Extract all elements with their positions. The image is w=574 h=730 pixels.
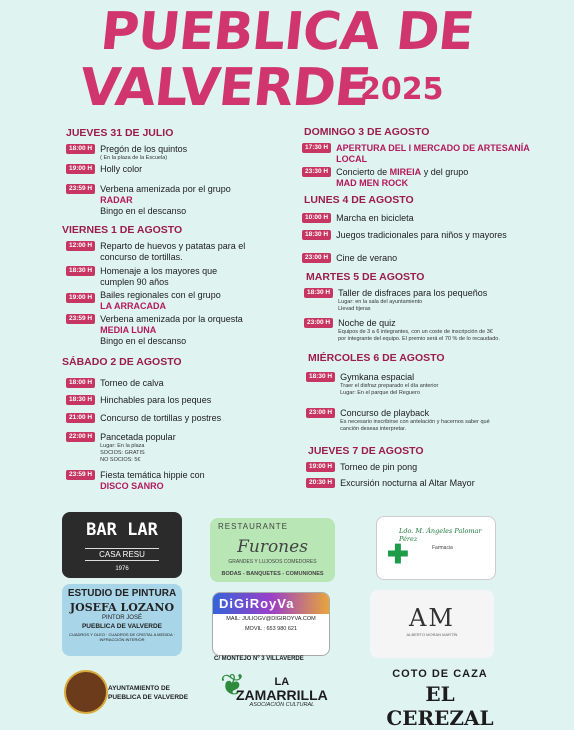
event-text2: concurso de tortillas. <box>100 252 183 262</box>
sponsor-am <box>370 590 494 658</box>
sponsor-zamarrilla <box>236 676 328 708</box>
event-sub: Traer el disfraz preparado el día anterior <box>340 383 439 389</box>
title-year: 2025 <box>360 72 444 107</box>
day-label: JUEVES 31 DE JULIO <box>66 127 174 139</box>
pharmacy-cross-icon: ✚ <box>387 539 409 569</box>
event-band: DISCO SANRO <box>100 481 164 491</box>
event-time: 19:00 H <box>306 462 335 472</box>
event-sub: Lugar: En la plaza <box>100 443 145 449</box>
event-row <box>66 395 211 406</box>
event-text: Concurso de playback <box>340 408 430 418</box>
estudio-c: PINTOR JOSÉ <box>102 615 142 621</box>
digi-dir: C/ MONTEJO Nº 3 VILLAVERDE <box>214 656 304 662</box>
event-text: Juegos tradicionales para niños y mayores <box>336 230 507 240</box>
digi-mail: MAIL: JULIOGV@DIGIROYVA.COM <box>226 616 316 622</box>
ayuntamiento-text <box>108 684 188 702</box>
day-label: VIERNES 1 DE AGOSTO <box>62 224 183 236</box>
event-band: RADAR <box>100 195 133 205</box>
event-text: Bailes regionales con el grupo <box>100 290 221 300</box>
event-time: 17:30 H <box>302 143 331 153</box>
estudio-d: PUEBLICA DE VALVERDE <box>81 623 163 630</box>
event-row <box>306 462 417 473</box>
sponsor-bar-lar <box>62 512 182 578</box>
day-label: MARTES 5 DE AGOSTO <box>306 271 425 283</box>
event-band: MIREIA <box>389 167 422 177</box>
day-label: MIÉRCOLES 6 DE AGOSTO <box>308 352 445 364</box>
event-time: 23:00 H <box>304 318 333 328</box>
event-row <box>302 167 468 189</box>
event-sub: Llevad tijeras <box>338 306 371 312</box>
event-text: Torneo de calva <box>100 378 164 388</box>
event-time: 21:00 H <box>66 413 95 423</box>
event-text: Torneo de pin pong <box>340 462 418 472</box>
sponsor-coto-caza <box>370 668 510 730</box>
event-time: 23:59 H <box>66 184 95 194</box>
event-text: Concurso de tortillas y postres <box>100 413 222 423</box>
event-sub: SOCIOS: GRATIS <box>100 450 145 456</box>
event-after: Bingo en el descanso <box>100 206 187 216</box>
event-text: Verbena amenizada por la orquesta <box>100 314 243 324</box>
day-label: DOMINGO 3 DE AGOSTO <box>304 126 430 138</box>
event-text: Pancetada popular <box>100 432 176 442</box>
digi-movil: MOVIL : 653 980 621 <box>244 626 298 632</box>
estudio-b: JOSEFA LOZANO <box>69 601 175 614</box>
event-row <box>306 372 438 397</box>
event-row <box>302 143 530 165</box>
event-text: Hinchables para los peques <box>100 395 212 405</box>
event-row <box>66 432 176 464</box>
event-text: Reparto de huevos y patatas para el <box>100 241 246 251</box>
am-sub: ALBERTO MORAN MARTÍN <box>406 632 458 637</box>
zamarrilla-leaf-icon: ❦ <box>220 669 246 702</box>
event-row <box>66 290 221 312</box>
event-sub: canción deseas interpretar. <box>340 426 407 432</box>
event-row <box>66 266 217 288</box>
sponsor-furones <box>210 518 335 582</box>
sponsor-digiroyva <box>212 592 330 656</box>
event-band: MEDIA LUNA <box>100 325 157 335</box>
event-sub: Es necesario inscribirse con antelación y hacernos saber qué <box>340 419 490 425</box>
event-time: 23:00 H <box>306 408 335 418</box>
event-text: Gymkana espacial <box>340 372 415 382</box>
event-time: 18:30 H <box>66 395 95 405</box>
event-text: Verbena amenizada por el grupo <box>100 184 231 194</box>
event-time: 18:00 H <box>66 144 95 154</box>
event-time: 23:59 H <box>66 314 95 324</box>
furones-bottom: BODAS - BANQUETES - COMUNIONES <box>221 571 324 577</box>
event-row <box>66 144 187 162</box>
event-time: 12:00 H <box>66 241 95 251</box>
coto-b: EL CEREZAL <box>386 682 494 730</box>
estudio-e: CUADROS Y OLEO · CUADROS DE CRISTAL A MEDIDA · INFRACCIÓN INTERIOR <box>69 632 175 642</box>
zam-b: ZAMARRILLA <box>236 687 328 703</box>
event-text: Fiesta temática hippie con <box>100 470 205 480</box>
ayuntamiento-shield-icon <box>64 670 108 714</box>
event-sub: Lugar: En el parque del Reguero <box>340 390 420 396</box>
event-row <box>66 470 205 492</box>
event-row <box>66 314 243 347</box>
event-time: 23:30 H <box>302 167 331 177</box>
event-time: 22:00 H <box>66 432 95 442</box>
event-sub: ( En la plaza de la Escuela) <box>100 155 168 161</box>
bar-lar-sub: CASA RESU <box>85 548 159 561</box>
furones-name: Furones <box>237 537 308 557</box>
event-row <box>302 213 414 224</box>
ayto-line1: AYUNTAMIENTO DE <box>108 685 170 692</box>
event-sub: por integrante del equipo. El premio será el 70 % de lo recaudado. <box>338 336 500 342</box>
event-text: Noche de quiz <box>338 318 396 328</box>
event-sub: Lugar: en la sala del ayuntamiento <box>338 299 423 305</box>
event-row <box>66 164 142 175</box>
farmacia-name: Ldo. M. Ángeles Palomar Pérez <box>399 527 482 543</box>
event-text: Pregón de los quintos <box>100 144 188 154</box>
event-band2: MAD MEN ROCK <box>336 178 409 188</box>
day-label: SÁBADO 2 DE AGOSTO <box>62 356 182 368</box>
event-text: Concierto de <box>336 167 388 177</box>
furones-tag: GRANDES Y LUJOSOS COMEDORES <box>228 559 317 565</box>
event-row <box>306 408 490 433</box>
event-text: Cine de verano <box>336 253 398 263</box>
title-line1: PUEBLICA DE <box>97 2 477 62</box>
event-time: 18:30 H <box>302 230 331 240</box>
coto-a: COTO DE CAZA <box>392 668 488 680</box>
event-row <box>304 288 487 313</box>
event-bold2: LOCAL <box>336 154 368 164</box>
event-time: 18:30 H <box>306 372 335 382</box>
event-text: Homenaje a los mayores que <box>100 266 218 276</box>
event-row <box>66 378 164 389</box>
title-line2: VALVERDE <box>76 58 373 118</box>
event-row <box>306 478 475 489</box>
bar-lar-name: BAR LAR <box>86 520 158 540</box>
am-name: AM <box>409 604 455 632</box>
event-time: 10:00 H <box>302 213 331 223</box>
event-time: 23:00 H <box>302 253 331 263</box>
sponsor-farmacia <box>376 516 496 580</box>
ayto-line2: PUEBLICA DE VALVERDE <box>108 694 189 701</box>
event-text: Taller de disfraces para los pequeños <box>338 288 488 298</box>
digi-name: DiGiRoyVa <box>213 593 329 614</box>
event-row <box>304 318 500 343</box>
event-row <box>302 230 507 241</box>
event-time: 19:00 H <box>66 293 95 303</box>
event-text: Excursión nocturna al Altar Mayor <box>340 478 475 488</box>
bar-lar-year: 1976 <box>115 566 129 572</box>
event-band: LA ARRACADA <box>100 301 166 311</box>
event-text-b: y del grupo <box>423 167 469 177</box>
event-sub: Equipos de 3 a 6 integrantes, con un coste de inscripción de 3€ <box>338 329 493 335</box>
zam-c: ASOCIACIÓN CULTURAL <box>249 702 315 708</box>
event-sub: NO SOCIOS: 5€ <box>100 457 141 463</box>
event-row <box>66 184 231 217</box>
event-time: 18:30 H <box>66 266 95 276</box>
event-text2: cumplen 90 años <box>100 277 169 287</box>
event-text: Holly color <box>100 164 143 174</box>
farmacia-sub: Farmacia <box>432 545 453 551</box>
sponsor-estudio <box>62 584 182 656</box>
event-time: 19:00 H <box>66 164 95 174</box>
day-label: LUNES 4 DE AGOSTO <box>304 194 414 206</box>
event-row <box>302 253 397 264</box>
estudio-a: ESTUDIO DE PINTURA <box>67 588 177 599</box>
event-row <box>66 241 245 263</box>
event-time: 18:00 H <box>66 378 95 388</box>
event-time: 18:30 H <box>304 288 333 298</box>
event-after: Bingo en el descanso <box>100 336 187 346</box>
event-row <box>66 413 221 424</box>
event-time: 20:30 H <box>306 478 335 488</box>
zam-a: LA <box>274 676 290 688</box>
furones-top: RESTAURANTE <box>218 522 288 531</box>
day-label: JUEVES 7 DE AGOSTO <box>308 445 424 457</box>
event-time: 23:59 H <box>66 470 95 480</box>
event-text: Marcha en bicicleta <box>336 213 414 223</box>
event-bold: APERTURA DEL I MERCADO DE ARTESANÍA <box>336 143 530 153</box>
